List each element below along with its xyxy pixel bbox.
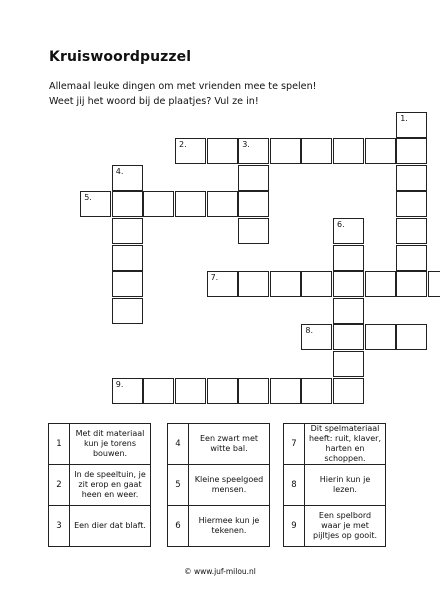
grid-cell[interactable] bbox=[333, 245, 364, 271]
grid-cell[interactable] bbox=[270, 138, 301, 164]
clue-number-label: 4. bbox=[115, 166, 124, 176]
grid-cell-numbered[interactable] bbox=[301, 324, 332, 350]
grid-cell-numbered[interactable] bbox=[112, 165, 143, 191]
clue-row bbox=[168, 506, 270, 547]
grid-cell[interactable] bbox=[207, 191, 238, 217]
clue-table-2 bbox=[167, 423, 270, 547]
grid-cell-numbered[interactable] bbox=[175, 138, 206, 164]
grid-cell[interactable] bbox=[365, 138, 396, 164]
clue-number: 8 bbox=[284, 465, 305, 506]
grid-cell[interactable] bbox=[301, 378, 332, 404]
grid-cell[interactable] bbox=[301, 138, 332, 164]
clue-text: Een dier dat blaft. bbox=[70, 506, 151, 547]
grid-cell[interactable] bbox=[175, 191, 206, 217]
clue-text: Kleine speelgoed mensen. bbox=[189, 465, 270, 506]
grid-cell[interactable] bbox=[396, 245, 427, 271]
clue-number: 1 bbox=[49, 424, 70, 465]
grid-cell[interactable] bbox=[396, 165, 427, 191]
clue-text: Hiermee kun je tekenen. bbox=[189, 506, 270, 547]
clue-table-1 bbox=[48, 423, 151, 547]
grid-cell[interactable] bbox=[112, 298, 143, 324]
clue-number: 3 bbox=[49, 506, 70, 547]
grid-cell[interactable] bbox=[112, 245, 143, 271]
clue-text: Een spelbord waar je met pijltjes op gooit. bbox=[305, 506, 386, 547]
grid-cell[interactable] bbox=[143, 378, 174, 404]
grid-cell[interactable] bbox=[238, 378, 269, 404]
grid-cell[interactable] bbox=[112, 191, 143, 217]
clue-row bbox=[168, 465, 270, 506]
grid-cell-numbered[interactable] bbox=[396, 112, 427, 138]
grid-cell[interactable] bbox=[207, 378, 238, 404]
clue-row bbox=[284, 506, 386, 547]
clue-text: Dit spelmateriaal heeft: ruit, klaver, harten en schoppen. bbox=[305, 424, 386, 465]
clue-number: 4 bbox=[168, 424, 189, 465]
grid-cell[interactable] bbox=[238, 191, 269, 217]
clue-number-label: 8. bbox=[305, 326, 314, 336]
clue-number: 5 bbox=[168, 465, 189, 506]
grid-cell[interactable] bbox=[143, 191, 174, 217]
clue-text: Een zwart met witte bal. bbox=[189, 424, 270, 465]
grid-cell[interactable] bbox=[396, 271, 427, 297]
grid-cell[interactable] bbox=[396, 191, 427, 217]
grid-cell[interactable] bbox=[238, 165, 269, 191]
grid-cell[interactable] bbox=[333, 351, 364, 377]
grid-cell[interactable] bbox=[112, 271, 143, 297]
clue-number: 7 bbox=[284, 424, 305, 465]
grid-cell-numbered[interactable] bbox=[238, 138, 269, 164]
copyright-footer: © www.juf-milou.nl bbox=[184, 567, 256, 576]
grid-cell[interactable] bbox=[270, 271, 301, 297]
clue-row bbox=[49, 506, 151, 547]
clue-number: 2 bbox=[49, 465, 70, 506]
grid-cell[interactable] bbox=[333, 271, 364, 297]
grid-cell[interactable] bbox=[396, 324, 427, 350]
clue-text: Hierin kun je lezen. bbox=[305, 465, 386, 506]
clue-number-label: 5. bbox=[84, 193, 92, 203]
grid-cell[interactable] bbox=[365, 271, 396, 297]
grid-cell-numbered[interactable] bbox=[207, 271, 238, 297]
clue-table-3 bbox=[283, 423, 386, 547]
grid-cell[interactable] bbox=[333, 138, 364, 164]
clue-text: In de speeltuin, je zit erop en gaat heen en weer. bbox=[70, 465, 151, 506]
clue-row bbox=[284, 424, 386, 465]
grid-cell[interactable] bbox=[428, 271, 440, 297]
grid-cell[interactable] bbox=[238, 218, 269, 244]
grid-cell[interactable] bbox=[112, 218, 143, 244]
grid-cell[interactable] bbox=[333, 324, 364, 350]
grid-cell[interactable] bbox=[333, 298, 364, 324]
clue-number-label: 6. bbox=[337, 220, 345, 229]
grid-cell[interactable] bbox=[238, 271, 269, 297]
grid-cell[interactable] bbox=[396, 218, 427, 244]
grid-cell[interactable] bbox=[175, 378, 206, 404]
page-title: Kruiswoordpuzzel bbox=[49, 49, 192, 65]
grid-cell[interactable] bbox=[270, 378, 301, 404]
grid-cell-numbered[interactable] bbox=[80, 191, 111, 217]
grid-cell[interactable] bbox=[365, 324, 396, 350]
grid-cell[interactable] bbox=[207, 138, 238, 164]
grid-cell[interactable] bbox=[301, 271, 332, 297]
clue-number: 9 bbox=[284, 506, 305, 547]
instruction-line-1: Allemaal leuke dingen om met vrienden mee te spelen! bbox=[49, 81, 317, 92]
clue-number-label: 2. bbox=[179, 140, 187, 150]
clue-text: Met dit materiaal kun je torens bouwen. bbox=[70, 424, 151, 465]
grid-cell[interactable] bbox=[396, 138, 427, 164]
clue-number-label: 9. bbox=[115, 379, 124, 389]
grid-cell[interactable] bbox=[333, 378, 364, 404]
clue-row bbox=[49, 465, 151, 506]
clue-row bbox=[168, 424, 270, 465]
grid-cell-numbered[interactable] bbox=[333, 218, 364, 244]
grid-cell-numbered[interactable] bbox=[112, 378, 143, 404]
clue-number-label: 7. bbox=[210, 273, 219, 283]
instruction-line-2: Weet jij het woord bij de plaatjes? Vul ze in! bbox=[49, 96, 259, 107]
clue-number: 6 bbox=[168, 506, 189, 547]
clue-number-label: 1. bbox=[400, 113, 408, 123]
clue-row bbox=[49, 424, 151, 465]
clue-row bbox=[284, 465, 386, 506]
clue-number-label: 3. bbox=[242, 140, 250, 150]
